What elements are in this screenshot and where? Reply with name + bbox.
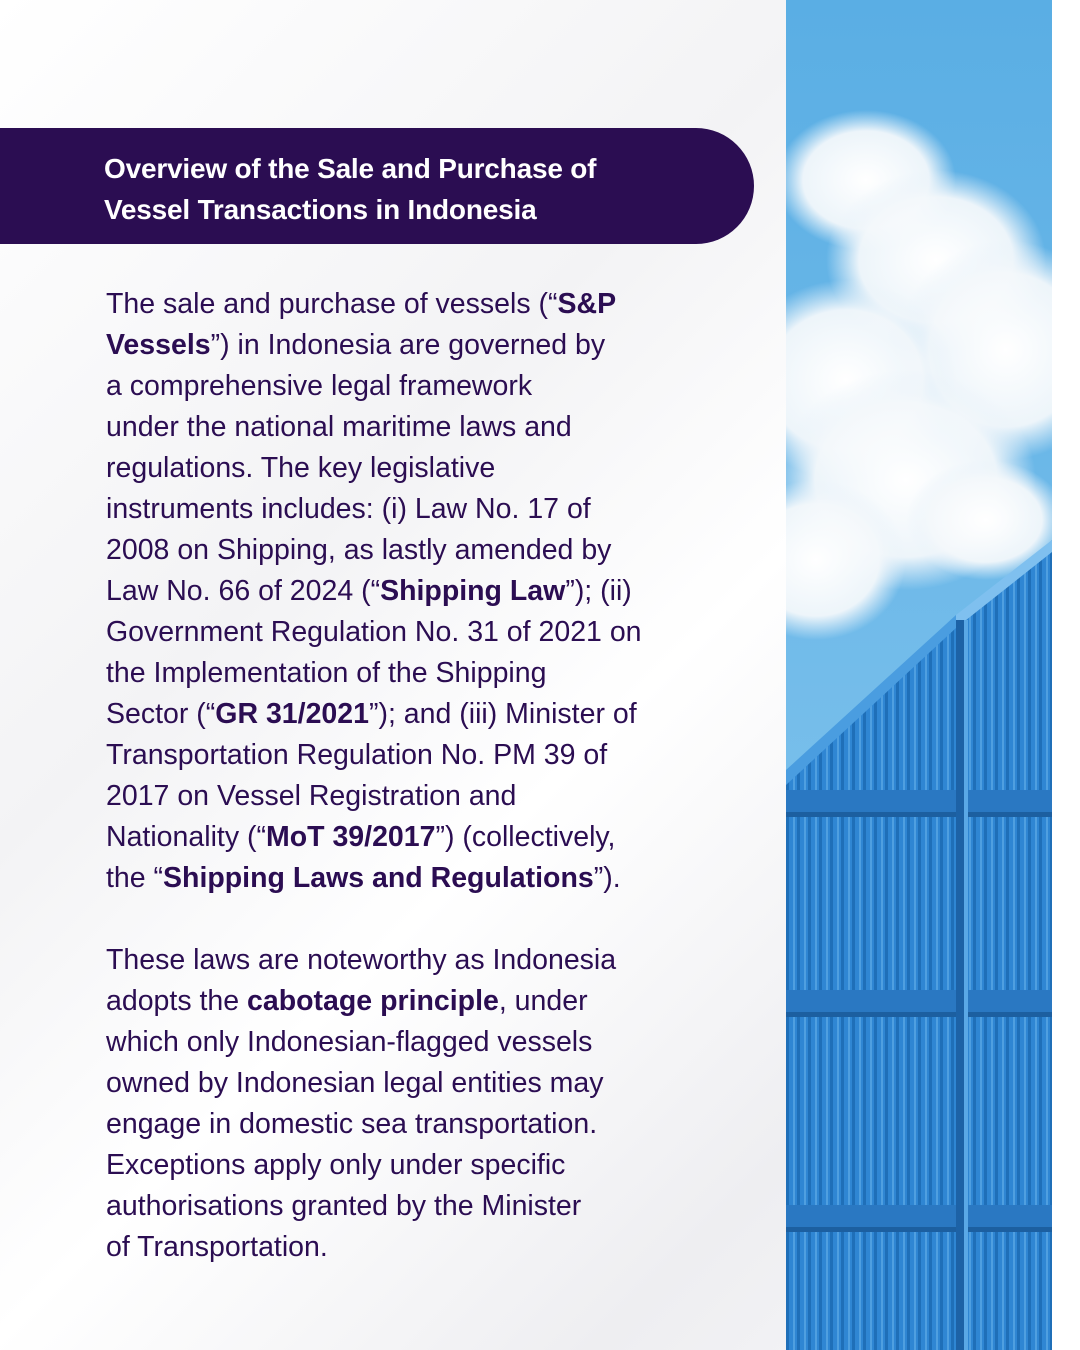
text: adopts the [106, 985, 248, 1017]
text-line: a comprehensive legal framework [106, 370, 533, 402]
text: Law No. 66 of 2024 (“ [106, 575, 381, 607]
text: ”) in Indonesia are governed by [210, 329, 606, 361]
term-shipping-laws-regulations: Shipping Laws and Regulations [163, 862, 594, 894]
article-body [106, 284, 726, 1268]
containers-sky-photo [786, 0, 1052, 1350]
text-line: engage in domestic sea transportation. [106, 1108, 598, 1140]
text: ”); and (iii) Minister of [368, 698, 637, 730]
text-line: owned by Indonesian legal entities may [106, 1067, 604, 1099]
text: The sale and purchase of vessels (“ [106, 288, 558, 320]
text-line: of Transportation. [106, 1231, 328, 1263]
text-line: These laws are noteworthy as Indonesia [106, 944, 617, 976]
text-line: regulations. The key legislative [106, 452, 496, 484]
term-shipping-law: Shipping Law [380, 575, 566, 607]
text-line: Government Regulation No. 31 of 2021 on [106, 616, 642, 648]
title-banner [0, 128, 754, 244]
text: ”). [593, 862, 621, 894]
text-line: Transportation Regulation No. PM 39 of [106, 739, 608, 771]
term-cabotage-principle: cabotage principle [247, 985, 499, 1017]
paragraph-cabotage [106, 940, 726, 1268]
text: Sector (“ [106, 698, 216, 730]
text-line: authorisations granted by the Minister [106, 1190, 582, 1222]
text: ”) (collectively, [435, 821, 616, 853]
term-vessels: Vessels [106, 329, 211, 361]
text-line: 2008 on Shipping, as lastly amended by [106, 534, 612, 566]
text: ”); (ii) [565, 575, 632, 607]
text: the “ [106, 862, 164, 894]
right-margin [1052, 0, 1080, 1350]
text-line: 2017 on Vessel Registration and [106, 780, 517, 812]
term-sp: S&P [557, 288, 617, 320]
text-line: Exceptions apply only under specific [106, 1149, 566, 1181]
paragraph-legal-framework [106, 284, 726, 899]
term-gr-31-2021: GR 31/2021 [215, 698, 369, 730]
page-title-line-2: Vessel Transactions in Indonesia [104, 194, 537, 225]
text: , under [498, 985, 588, 1017]
page-title-line-1: Overview of the Sale and Purchase of [104, 153, 597, 184]
term-mot-39-2017: MoT 39/2017 [265, 821, 436, 853]
text-line: instruments includes: (i) Law No. 17 of [106, 493, 591, 525]
text-line: the Implementation of the Shipping [106, 657, 547, 689]
text: Nationality (“ [106, 821, 266, 853]
text-line: under the national maritime laws and [106, 411, 572, 443]
text-line: which only Indonesian-flagged vessels [106, 1026, 593, 1058]
